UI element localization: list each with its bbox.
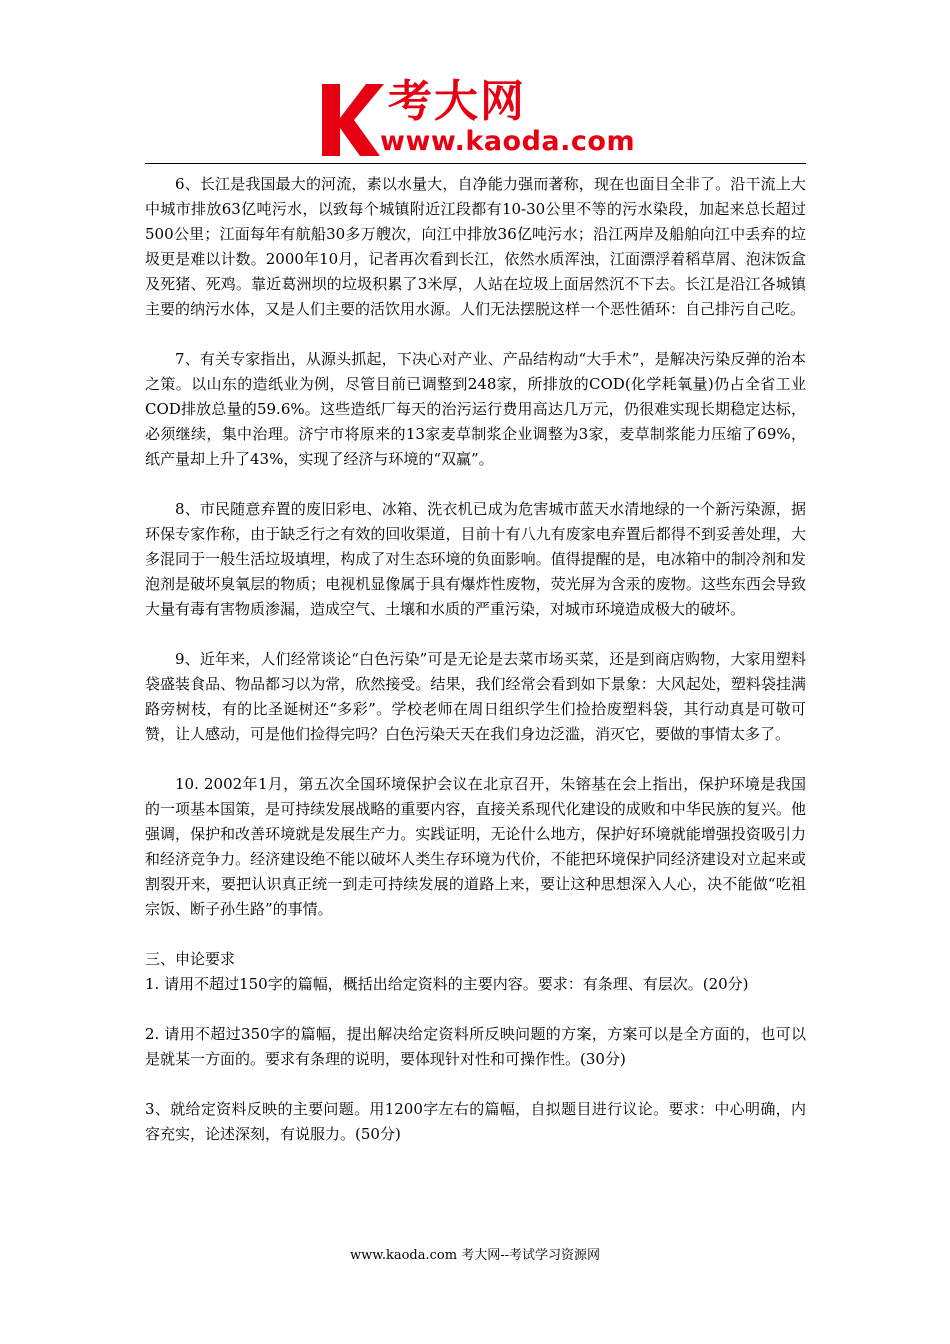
section-heading: 三、申论要求 xyxy=(145,950,236,968)
paragraph-9: 9、近年来，人们经常谈论“白色污染”可是无论是去菜市场买菜，还是到商店购物，大家用塑料袋盛装食品、物品都习以为常，欣然接受。结果，我们经常会看到如下景象：大风起处，塑料袋挂满路旁树枝，有的比圣诞树还“多彩”。学校老师在周日组织学生们捡拾废塑料袋，其行动真是可敬可赞，让人感动，可是他们捡得完吗？白色污染天天在我们身边泛滥，消灭它，要做的事情太多了。 xyxy=(145,650,806,743)
site-logo xyxy=(318,78,638,160)
paragraph-8: 8、市民随意弃置的废旧彩电、冰箱、洗衣机已成为危害城市蓝天水清地绿的一个新污染源，据环保专家作称，由于缺乏行之有效的回收渠道，目前十有八九有废家电弃置后都得不到妥善处理，大多混同于一般生活垃圾填埋，构成了对生态环境的负面影响。值得提醒的是，电冰箱中的制冷剂和发泡剂是破坏臭氧层的物质；电视机显像属于具有爆炸性废物，荧光屏为含汞的废物。这些东西会导致大量有毒有害物质渗漏，造成空气、土壤和水质的严重污染，对城市环境造成极大的破坏。 xyxy=(145,500,806,618)
requirement-1: 1. 请用不超过150字的篇幅，概括出给定资料的主要内容。要求：有条理、有层次。(20分) xyxy=(145,975,749,993)
logo-chinese-name: 考大网 xyxy=(388,76,526,127)
paragraph-7: 7、有关专家指出，从源头抓起，下决心对产业、产品结构动“大手术”，是解决污染反弹的治本之策。以山东的造纸业为例，尽管目前已调整到248家，所排放的COD(化学耗氧量)仍占全省工业COD排放总量的59.6%。这些造纸厂每天的治污运行费用高达几万元，仍很难实现长期稳定达标，必须继续，集中治理。济宁市将原来的13家麦草制浆企业调整为3家，麦草制浆能力压缩了69%，纸产量却上升了43%，实现了经济与环境的“双赢”。 xyxy=(145,350,806,468)
document-body xyxy=(145,172,806,1172)
paragraph-10: 10. 2002年1月，第五次全国环境保护会议在北京召开，朱镕基在会上指出，保护环境是我国的一项基本国策，是可持续发展战略的重要内容，直接关系现代化建设的成败和中华民族的复兴。他强调，保护和改善环境就是发展生产力。实践证明，无论什么地方，保护好环境就能增强投资吸引力和经济竞争力。经济建设绝不能以破坏人类生存环境为代价，不能把环境保护同经济建设对立起来或割裂开来，要把认识真正统一到走可持续发展的道路上来，要让这种思想深入人心，决不能做“吃祖宗饭、断子孙生路”的事情。 xyxy=(145,775,806,918)
logo-url: www.kaoda.com xyxy=(380,126,636,157)
requirement-2: 2. 请用不超过350字的篇幅，提出解决给定资料所反映问题的方案，方案可以是全方面的，也可以是就某一方面的。要求有条理的说明，要体现针对性和可操作性。(30分) xyxy=(145,1025,806,1068)
logo-k-icon xyxy=(318,78,384,160)
requirement-3: 3、就给定资料反映的主要问题。用1200字左右的篇幅，自拟题目进行议论。要求：中心明确，内容充实，论述深刻，有说服力。(50分) xyxy=(145,1100,806,1143)
header-divider xyxy=(145,163,806,164)
paragraph-6: 6、长江是我国最大的河流，素以水量大，自净能力强而著称，现在也面目全非了。沿干流上大中城市排放63亿吨污水，以致每个城镇附近江段都有10-30公里不等的污水染段，加起来总长超过500公里；江面每年有航船30多万艘次，向江中排放36亿吨污水；沿江两岸及船舶向江中丢弃的垃圾更是难以计数。2000年10月，记者再次看到长江，依然水质浑浊，江面漂浮着稻草屑、泡沫饭盒及死猪、死鸡。靠近葛洲坝的垃圾积累了3米厚，人站在垃圾上面居然沉不下去。长江是沿江各城镇主要的纳污水体，又是人们主要的活饮用水源。人们无法摆脱这样一个恶性循环：自己排污自己吃。 xyxy=(145,175,806,318)
page-footer: www.kaoda.com 考大网--考试学习资源网 xyxy=(350,1248,600,1263)
